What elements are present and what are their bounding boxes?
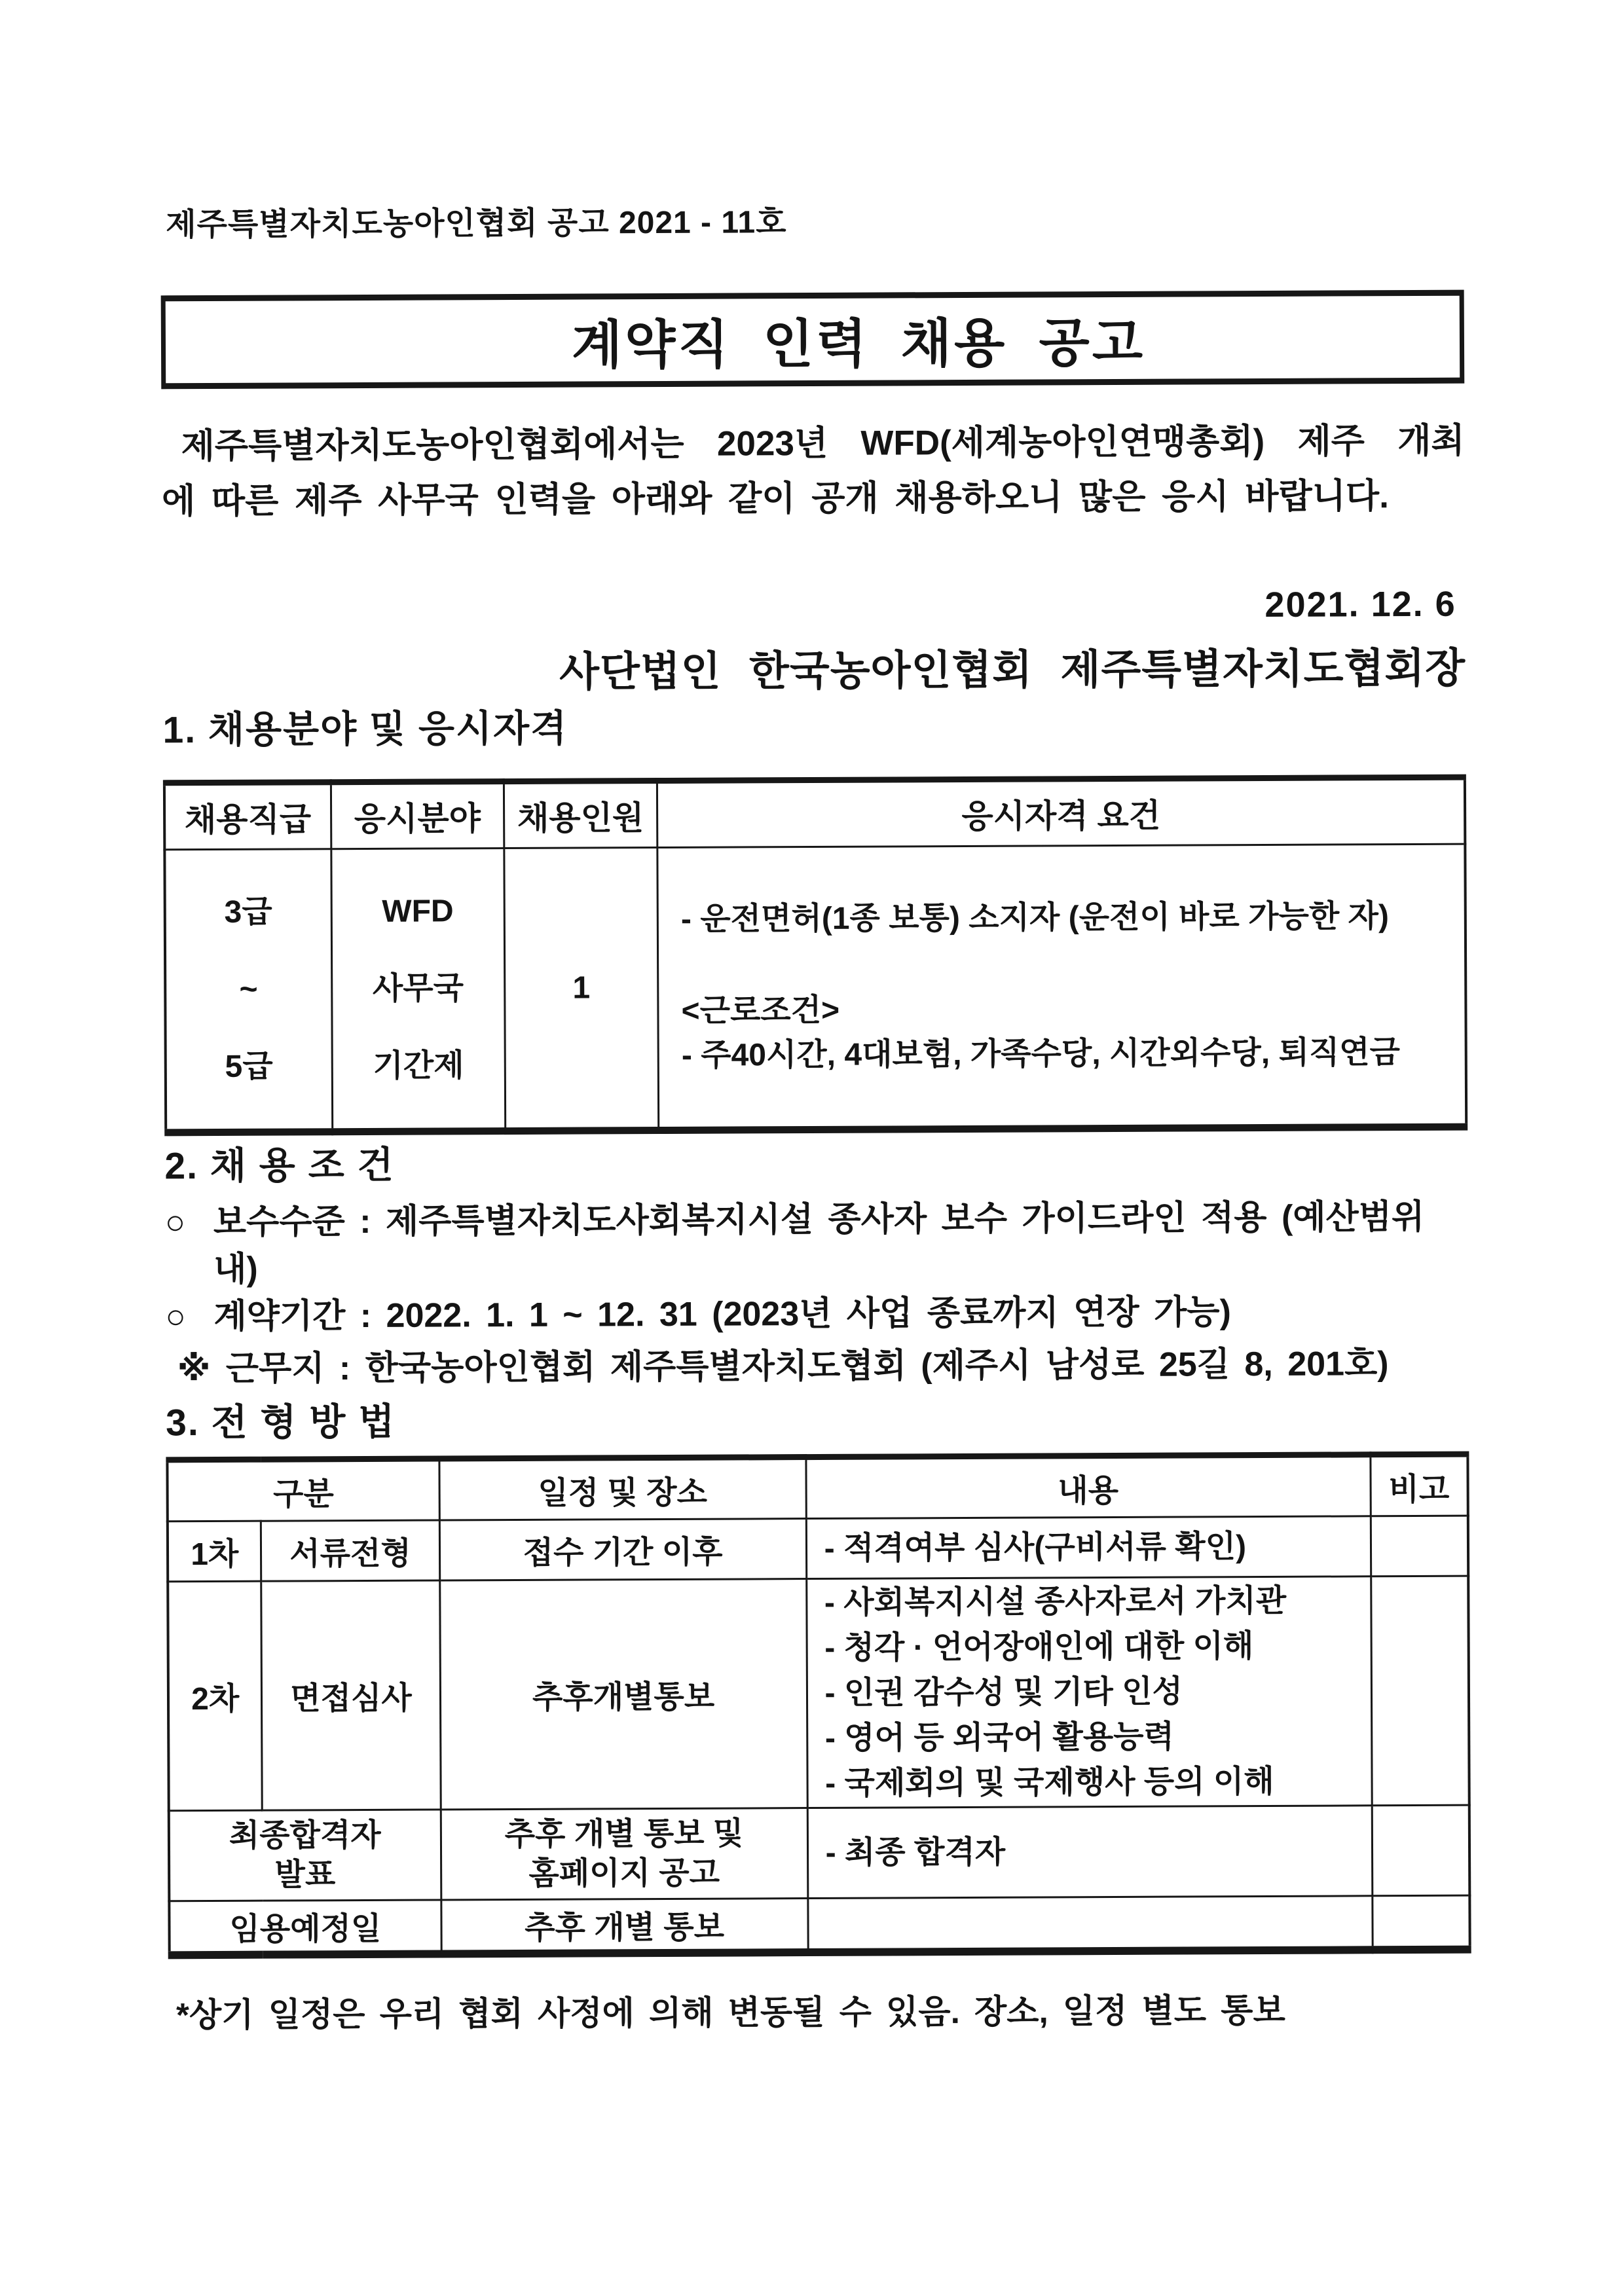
- grade-line: 3급: [224, 894, 272, 930]
- condition-pay-text: 보수수준 : 제주특별자치도사회복지시설 종사자 보수 가이드라인 적용 (예산범위내): [213, 1197, 1425, 1289]
- scanned-content: [160, 194, 1471, 2036]
- header-count: 채용인원: [504, 781, 657, 848]
- requirement-line: - 운전면허(1종 보통) 소지자 (운전이 바로 가능한 자): [680, 898, 1390, 937]
- condition-worksite-text: 근무지 : 한국농아인협회 제주특별자치도협회 (제주시 남성로 25길 8, 201호): [225, 1345, 1389, 1388]
- content-line: - 최종 합격자: [825, 1834, 1006, 1870]
- content-line: - 인권 감수성 및 기타 인성: [824, 1674, 1183, 1711]
- field-line: WFD: [382, 893, 454, 929]
- appointment-note-cell: [1372, 1895, 1469, 1950]
- recruitment-table-row: [164, 844, 1466, 1133]
- requirement-line: - 주40시간, 4대보험, 가족수당, 시간외수당, 퇴직연금: [681, 1034, 1401, 1073]
- recruitment-table: [163, 774, 1467, 1137]
- final-schedule-line: 추후 개별 통보 및: [504, 1815, 744, 1852]
- content-line: - 청각 · 언어장애인에 대한 이해: [824, 1629, 1254, 1666]
- final-schedule-cell: [441, 1808, 808, 1900]
- round2-stage-cell: 2차: [168, 1581, 263, 1811]
- conditions-list: [165, 1194, 1469, 1393]
- field-cell: [331, 848, 506, 1132]
- final-type-line: 최종합격자: [229, 1817, 381, 1853]
- round2-content-cell: [806, 1576, 1371, 1808]
- doc-title: 계약직 인력 채용 공고: [571, 313, 1146, 374]
- intro-line-2: 에 따른 제주 사무국 인력을 아래와 같이 공개 채용하오니 많은 응시 바랍니다.: [161, 477, 1389, 521]
- round2-type-cell: 면접심사: [261, 1580, 441, 1810]
- header-content: 내용: [806, 1455, 1371, 1519]
- condition-contract-text: 계약기간 : 2022. 1. 1 ~ 12. 31 (2023년 사업 종료까지 연장 가능): [213, 1293, 1231, 1336]
- header-requirements: 응시자격 요건: [657, 777, 1466, 847]
- condition-worksite: [166, 1340, 1469, 1393]
- reference-mark-icon: ※: [177, 1350, 211, 1389]
- grade-cell: [164, 849, 332, 1133]
- grade-line: 5급: [225, 1049, 273, 1084]
- circle-bullet-icon: ○: [164, 1203, 186, 1242]
- round1-type-cell: 서류전형: [261, 1520, 439, 1581]
- selection-process-table: [166, 1451, 1471, 1959]
- content-line: - 영어 등 외국어 활용능력: [824, 1719, 1175, 1756]
- final-content-cell: [807, 1806, 1373, 1899]
- header-note: 비고: [1370, 1454, 1467, 1516]
- final-schedule-line: 홈페이지 공고: [528, 1855, 720, 1891]
- section3-heading: 3. 전 형 방 법: [166, 1400, 396, 1444]
- title-box: [161, 290, 1465, 390]
- appointment-schedule-cell: 추후 개별 통보: [441, 1899, 807, 1954]
- round1-row: [168, 1516, 1468, 1582]
- final-note-cell: [1372, 1805, 1470, 1896]
- issue-date: 2021. 12. 6: [1264, 584, 1456, 625]
- condition-pay: [165, 1194, 1469, 1294]
- content-line: - 적격여부 심사(구비서류 확인): [824, 1529, 1247, 1566]
- final-type-cell: [169, 1810, 441, 1901]
- round2-schedule-cell: 추후개별통보: [439, 1579, 807, 1810]
- selection-table-header-row: [167, 1454, 1467, 1522]
- grade-line: ~: [239, 972, 258, 1007]
- round1-content-cell: [806, 1516, 1371, 1579]
- content-line: - 국제회의 및 국제행사 등의 이해: [825, 1764, 1274, 1801]
- condition-contract: [165, 1288, 1468, 1341]
- appointment-content-cell: [807, 1896, 1372, 1952]
- round1-schedule-cell: 접수 기간 이후: [439, 1519, 806, 1580]
- final-announcement-row: [169, 1805, 1470, 1901]
- header-category: 구분: [167, 1459, 439, 1522]
- header-schedule: 일정 및 장소: [439, 1457, 805, 1520]
- appointment-row: [169, 1895, 1469, 1955]
- recruitment-table-header-row: [164, 777, 1465, 850]
- round1-note-cell: [1371, 1516, 1468, 1576]
- count-cell: 1: [504, 848, 659, 1131]
- circle-bullet-icon: ○: [165, 1298, 187, 1336]
- field-line: 사무국: [372, 970, 464, 1006]
- intro-line-1: 제주특별자치도농아인협회에서는 2023년 WFD(세계농아인연맹총회) 제주 개최: [181, 421, 1465, 466]
- round2-row: [168, 1576, 1469, 1811]
- requirements-cell: [657, 844, 1466, 1130]
- intro-paragraph: [161, 414, 1465, 530]
- round2-note-cell: [1371, 1576, 1469, 1806]
- issuer-signature: 사단법인 한국농아인협회 제주특별자치도협회장: [559, 645, 1466, 695]
- header-field: 응시분야: [331, 782, 504, 849]
- round1-stage-cell: 1차: [168, 1521, 261, 1582]
- final-type-line: 발표: [274, 1857, 336, 1893]
- section2-heading: 2. 채 용 조 건: [164, 1144, 395, 1188]
- appointment-type-cell: 임용예정일: [169, 1900, 441, 1955]
- schedule-footnote: *상기 일정은 우리 협회 사정에 의해 변동될 수 있음. 장소, 일정 별도 통보: [175, 1991, 1285, 2033]
- section1-heading: 1. 채용분야 및 응시자격: [162, 707, 568, 752]
- work-conditions-label: <근로조건>: [681, 993, 840, 1029]
- header-grade: 채용직급: [164, 782, 331, 850]
- doc-number: 제주특별자치도농아인협회 공고 2021 - 11호: [166, 205, 787, 243]
- field-line: 기간제: [373, 1048, 464, 1084]
- content-line: - 사회복지시설 종사자로서 가치관: [824, 1583, 1287, 1620]
